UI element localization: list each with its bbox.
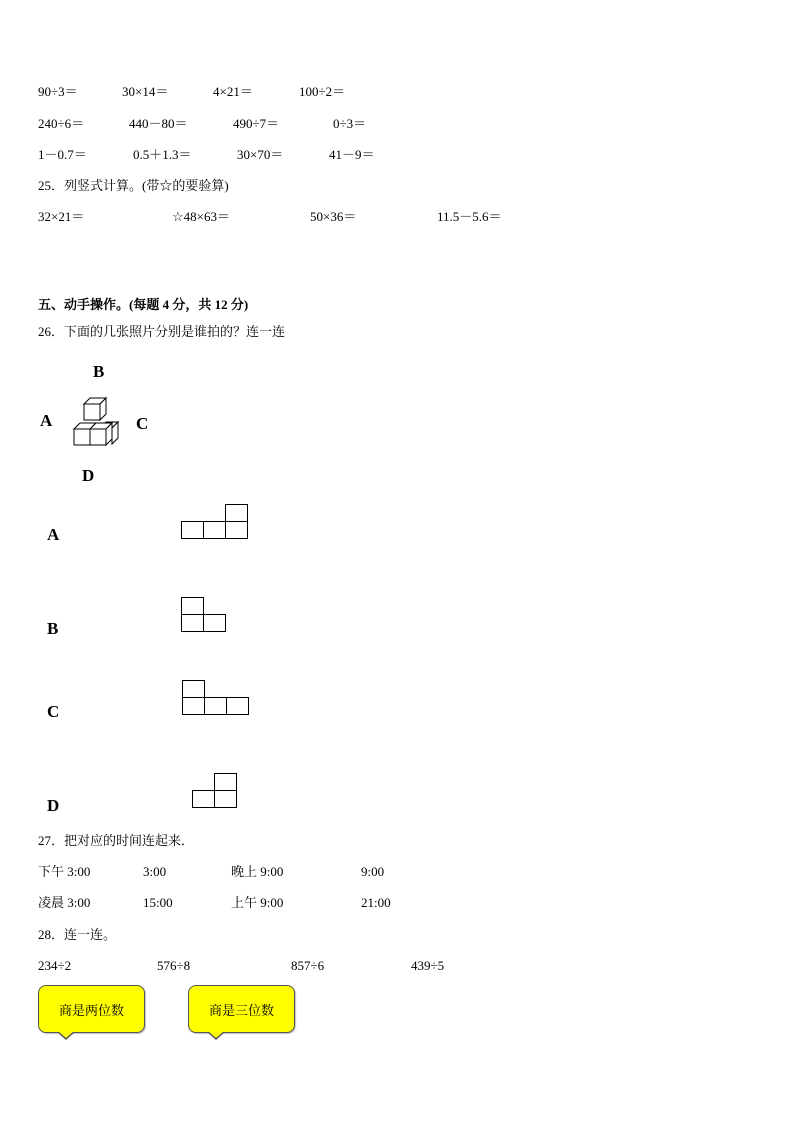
expr: 32×21＝ — [38, 209, 85, 224]
expr: 4×21＝ — [213, 84, 253, 99]
time-item: 下午 3:00 — [38, 864, 91, 879]
expr: 0.5＋1.3＝ — [133, 147, 192, 162]
division-item: 234÷2 — [38, 958, 72, 973]
division-item: 857÷6 — [291, 958, 325, 973]
expr: 41－9＝ — [329, 147, 375, 162]
bubble-two-digit-quotient — [38, 985, 145, 1033]
expr: 30×70＝ — [237, 147, 284, 162]
expr: 1－0.7＝ — [38, 147, 87, 162]
view-square — [181, 614, 204, 632]
q27-title: 27．把对应的时间连起来． — [38, 833, 195, 848]
position-label-d: D — [82, 466, 95, 485]
position-label-c: C — [136, 414, 149, 433]
q26-title: 26．下面的几张照片分别是谁拍的？连一连 — [38, 324, 286, 339]
bubble-tail — [207, 1032, 225, 1040]
time-item: 21:00 — [361, 895, 391, 910]
cube-stack-illustration — [70, 395, 122, 451]
expr: 30×14＝ — [122, 84, 169, 99]
expr: 440－80＝ — [129, 116, 188, 131]
expr: 100÷2＝ — [299, 84, 346, 99]
view-square — [225, 521, 248, 539]
photo-label-d: D — [47, 796, 60, 815]
position-label-a: A — [40, 411, 53, 430]
expr: ☆48×63＝ — [172, 209, 230, 224]
view-square — [192, 790, 215, 808]
view-square — [204, 697, 227, 715]
bubble-label: 商是两位数 — [58, 1002, 124, 1018]
expr: 240÷6＝ — [38, 116, 85, 131]
view-square — [226, 697, 249, 715]
division-item: 439÷5 — [411, 958, 445, 973]
bubble-three-digit-quotient — [188, 985, 295, 1033]
expr: 50×36＝ — [310, 209, 357, 224]
time-item: 3:00 — [143, 864, 167, 879]
q25-title: 25．列竖式计算。(带☆的要验算) — [38, 178, 229, 193]
expr: 490÷7＝ — [233, 116, 280, 131]
time-item: 上午 9:00 — [231, 895, 284, 910]
view-square — [182, 680, 205, 698]
view-square — [182, 697, 205, 715]
time-item: 9:00 — [361, 864, 385, 879]
position-label-b: B — [93, 362, 105, 381]
time-item: 凌晨 3:00 — [38, 895, 91, 910]
photo-label-c: C — [47, 702, 60, 721]
bubble-tail — [57, 1032, 75, 1040]
view-square — [203, 614, 226, 632]
time-item: 晚上 9:00 — [231, 864, 284, 879]
division-item: 576÷8 — [157, 958, 191, 973]
q28-title: 28．连一连。 — [38, 927, 117, 942]
section5-title: 五、动手操作。(每题 4 分，共 12 分) — [38, 297, 249, 312]
photo-label-b: B — [47, 619, 59, 638]
view-square — [181, 597, 204, 615]
time-item: 15:00 — [143, 895, 173, 910]
bubble-label: 商是三位数 — [208, 1002, 274, 1018]
expr: 0÷3＝ — [333, 116, 367, 131]
view-square — [214, 790, 237, 808]
view-square — [225, 504, 248, 522]
view-square — [214, 773, 237, 791]
view-square — [203, 521, 226, 539]
expr: 90÷3＝ — [38, 84, 78, 99]
view-square — [181, 521, 204, 539]
photo-label-a: A — [47, 525, 60, 544]
expr: 11.5－5.6＝ — [437, 209, 502, 224]
